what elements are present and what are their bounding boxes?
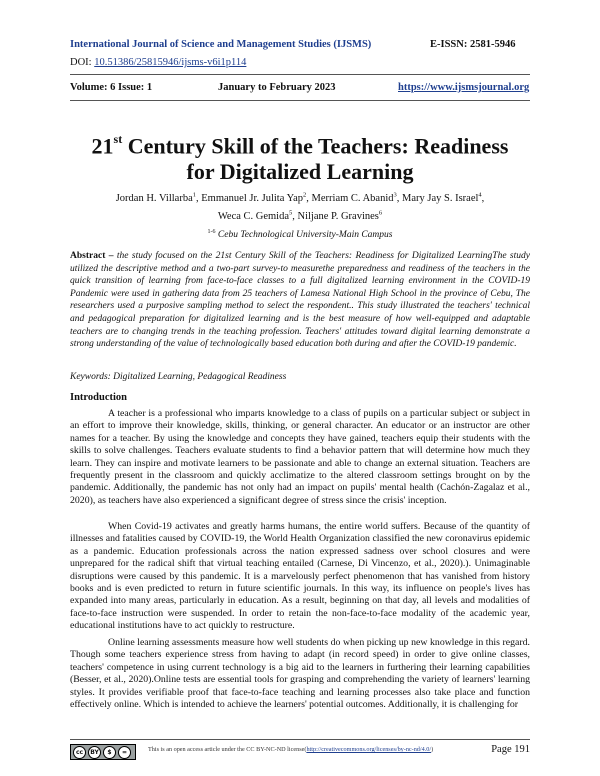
doi-line xyxy=(70,57,246,68)
section-heading-introduction: Introduction xyxy=(70,392,127,403)
by-icon: BY xyxy=(88,746,101,759)
abstract xyxy=(70,250,530,351)
header-divider xyxy=(70,74,530,75)
author: Niljane P. Gravines$^6$ xyxy=(297,209,383,222)
page-number: Page 191 xyxy=(491,744,530,755)
title-sup: st xyxy=(113,132,123,146)
author: Mary Jay S. Israel$^4$, xyxy=(402,191,485,204)
paper-title xyxy=(60,128,540,185)
volume-issue: Volume: 6 Issue: 1 xyxy=(70,82,153,93)
paragraph: Online learning assessments measure how well students do when picking up new knowledge in this regard. Though some teachers experience stress from having to adapt (in record speed) in order to give online classes, teachers' competence in using current technology is a big aid to the learners in furthering their learning capabilities (Besser, et al., 2020).Online tests are essential tools for grasping and comprehending the variety of learners' learning styles. It provides verifiable proof that face-to-face teaching and learning processes also take place and function effectively online. Which is intended to achieve the learners' potential outcomes. Additionally, it is challenging for xyxy=(70,637,530,711)
journal-website-link[interactable]: https://www.ijsmsjournal.org xyxy=(398,82,530,93)
title-number: 21 xyxy=(91,133,114,159)
author: Jordan H. Villarba$^1$, xyxy=(115,191,202,204)
license-link[interactable]: http://creativecommons.org/licenses/by-nc-nd/4.0/ xyxy=(306,746,432,753)
issn: E-ISSN: 2581-5946 xyxy=(430,39,516,50)
title-line2: for Digitalized Learning xyxy=(186,159,414,185)
affiliation-text: Cebu Technological University-Main Campus xyxy=(215,230,393,241)
doi-link[interactable]: 10.51386/25815946/ijsms-v6i1p114 xyxy=(94,57,247,68)
author: Emmanuel Jr. Julita Yap$^2$, xyxy=(201,191,312,204)
title-line1: Century Skill of the Teachers: Readiness xyxy=(122,133,509,159)
paragraph: When Covid-19 activates and greatly harms humans, the entire world suffers. Because of the quantity of illnesses and fatalities caused by COVID-19, the World Health Organization classified the new coronavirus epidemic as a pandemic. Education professionals across the nation expressed sadness over school closures and were unprepared for the radical shift that virtual teaching entailed (Carnese, Di Vincenzo, et al., 2020).). Unimaginable disruptions were caused by this pandemic. It is a marvelously perfect phenomenon that has vanished from history books and is even predicted to return in future scientific journals. In this way, its influence on people's lives has expanded into many areas, particularly in education. As a result, beginning on that day, all levels and modalities of face-to-face instruction were suspended. In order to retain the non-face-to-face modality of the academic year, educational institutions have to act quickly to restructure. xyxy=(70,521,530,632)
issue-dates: January to February 2023 xyxy=(218,82,336,93)
keywords: Keywords: Digitalized Learning, Pedagogical Readiness xyxy=(70,372,287,382)
footer xyxy=(70,742,530,766)
cc-license-badge[interactable] xyxy=(70,744,136,760)
author-list xyxy=(90,187,510,224)
license-text: This is an open access article under the CC BY-NC-ND license(http://creativecommons.org/licenses/by-nc-nd/4.0/) xyxy=(148,746,434,753)
affiliation-sup: 1-6 xyxy=(207,229,216,235)
footer-divider xyxy=(70,739,530,740)
doi-label: DOI: xyxy=(70,57,92,68)
cc-icon: cc xyxy=(73,746,86,759)
abstract-text: the study focused on the 21st Century Skill of the Teachers: Readiness for Digitalized LearningThe study utilized the descriptive method and a two-part survey-to measurethe preparedness and readiness of the teachers in the quick transition of learning from face-to-face classes to a full digitalized learning environment in the COVID-19 Pandemic were used in gathering data from 25 teachers of Lamesa National High School in the province of Cebu, The researchers used a purposive sampling method to select the respondent.. This study illustrated the teachers' technical and pedagogical preparation for digitalized learning and is the best measure of how well-equipped and adaptable teachers are to changing trends in the teaching profession. Teachers' attitudes toward digital learning demonstrate a strong understanding of the value of technologically based education both during and after the COVID-19 pandemic. xyxy=(70,251,530,350)
paragraph: A teacher is a professional who imparts knowledge to a class of pupils on a particular subject or subject in an effort to improve their knowledge, skills, thinking, or general character. An educator or an instructor are other names for a teacher. By using the knowledge and concepts they have gained, teachers equip their students with the skills to solve challenges. Teachers evaluate students to find a behavior pattern that will determine how much they learn. They can inspire and motivate learners to be passionate and able to change an external situation. Teachers are frequently present in the classroom and quickly acclimatize to the altered classroom settings brought on by the pandemic. Additionally, the pandemic has not only had an impact on pupils' mental health (Cachón-Zagalaz et al., 2020), as teachers have also experienced a significant degree of stress since the crisis' inception. xyxy=(70,408,530,506)
journal-name: International Journal of Science and Management Studies (IJSMS) xyxy=(70,39,372,50)
header-divider-bottom xyxy=(70,100,530,101)
author: Merriam C. Abanid$^3$, xyxy=(311,191,402,204)
nc-icon: $ xyxy=(103,746,116,759)
author: Weca C. Gemida$^5$, xyxy=(217,209,298,222)
affiliation xyxy=(90,229,510,240)
nd-icon: = xyxy=(118,746,131,759)
abstract-label: Abstract – xyxy=(70,251,114,261)
